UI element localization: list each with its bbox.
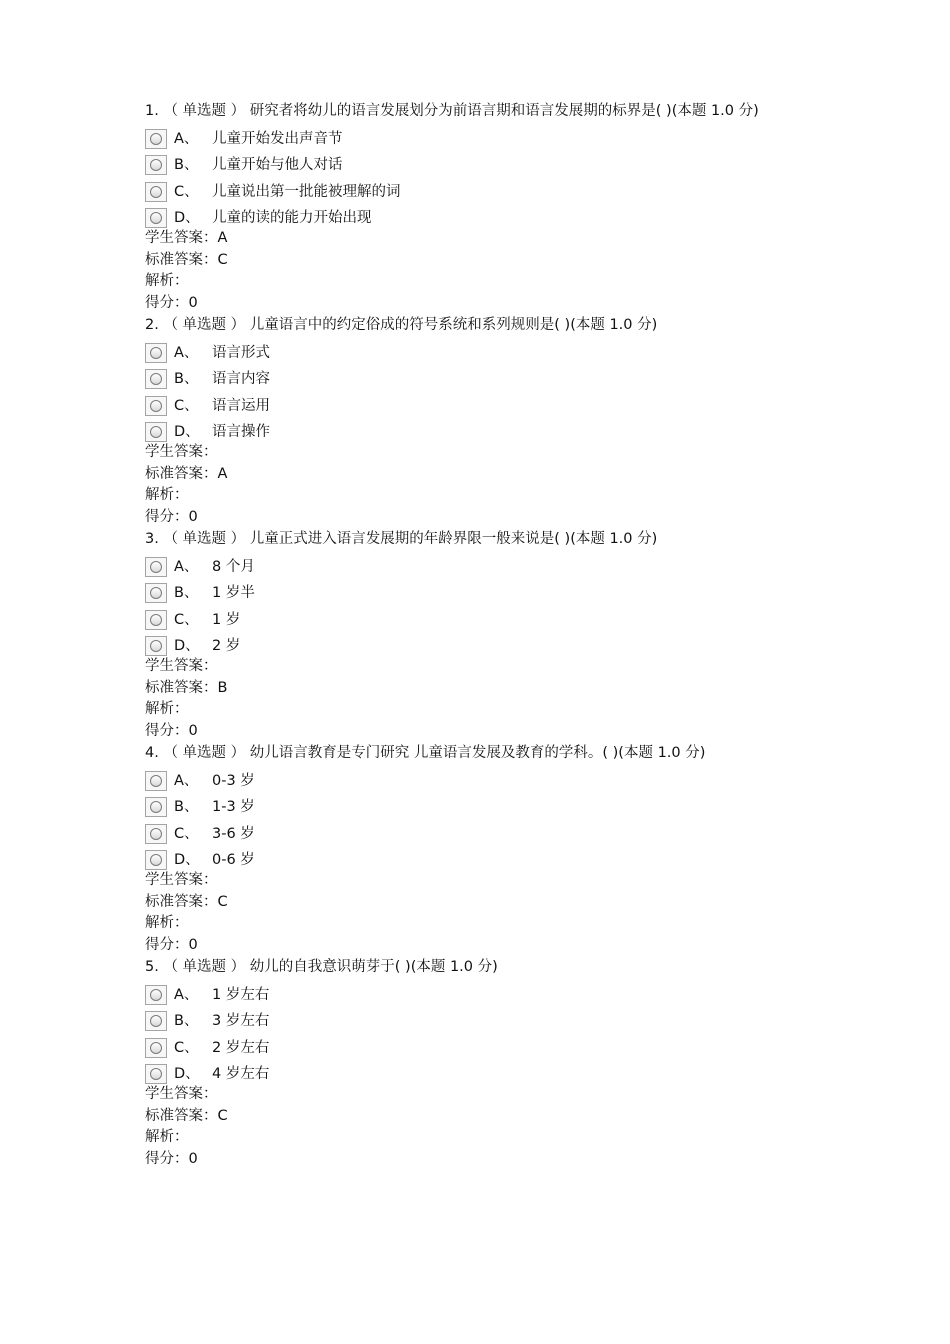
option-text: 1-3 岁 <box>212 799 255 815</box>
option-list <box>145 336 825 442</box>
score: 得分：0 <box>145 508 198 525</box>
option-row-c[interactable] <box>145 175 825 202</box>
option-letter: C、 <box>174 611 199 628</box>
score: 得分：0 <box>145 1150 198 1167</box>
student-answer: 学生答案： <box>145 872 218 888</box>
radio-button-icon[interactable] <box>145 343 167 363</box>
option-list <box>145 764 825 870</box>
score: 得分：0 <box>145 936 198 953</box>
student-answer: 学生答案： <box>145 658 218 674</box>
option-letter: D、 <box>174 638 200 654</box>
standard-answer: 标准答案：C <box>145 251 228 268</box>
option-row-a[interactable] <box>145 764 825 791</box>
option-text: 1 岁左右 <box>212 986 270 1003</box>
exam-document <box>145 100 825 1170</box>
option-text: 儿童的读的能力开始出现 <box>212 210 372 226</box>
radio-button-icon[interactable] <box>145 1064 167 1084</box>
option-row-b[interactable] <box>145 791 825 818</box>
option-text: 2 岁左右 <box>212 1039 270 1056</box>
option-text: 1 岁 <box>212 611 241 628</box>
option-list <box>145 978 825 1084</box>
question-stem: 1. （ 单选题 ） 研究者将幼儿的语言发展划分为前语言期和语言发展期的标界是( )(本题 1.0 分) <box>145 103 759 119</box>
question-stem: 5. （ 单选题 ） 幼儿的自我意识萌芽于( )(本题 1.0 分) <box>145 959 498 975</box>
analysis-label: 解析： <box>145 701 189 717</box>
option-row-c[interactable] <box>145 389 825 416</box>
option-letter: D、 <box>174 1066 200 1082</box>
radio-button-icon[interactable] <box>145 1038 167 1058</box>
radio-button-icon[interactable] <box>145 985 167 1005</box>
radio-button-icon[interactable] <box>145 636 167 656</box>
option-row-c[interactable] <box>145 1031 825 1058</box>
option-letter: D、 <box>174 852 200 868</box>
question-stem: 4. （ 单选题 ） 幼儿语言教育是专门研究 儿童语言发展及教育的学科。( )(本题 1.0 分) <box>145 745 706 761</box>
option-text: 2 岁 <box>212 638 241 654</box>
option-letter: B、 <box>174 1013 199 1029</box>
score: 得分：0 <box>145 294 198 311</box>
analysis-label: 解析： <box>145 915 189 931</box>
option-letter: C、 <box>174 397 199 414</box>
option-text: 语言形式 <box>212 344 270 361</box>
question-block-5 <box>145 956 825 1170</box>
option-letter: B、 <box>174 371 199 387</box>
student-answer: 学生答案： <box>145 444 218 460</box>
option-row-b[interactable] <box>145 149 825 176</box>
radio-button-icon[interactable] <box>145 557 167 577</box>
option-row-a[interactable] <box>145 550 825 577</box>
option-letter: C、 <box>174 825 199 842</box>
option-row-d[interactable] <box>145 202 825 229</box>
analysis-label: 解析： <box>145 1129 189 1145</box>
question-stem: 3. （ 单选题 ） 儿童正式进入语言发展期的年龄界限一般来说是( )(本题 1.0 分) <box>145 531 658 547</box>
radio-button-icon[interactable] <box>145 396 167 416</box>
option-text: 语言运用 <box>212 397 270 414</box>
option-letter: C、 <box>174 183 199 200</box>
option-row-b[interactable] <box>145 577 825 604</box>
question-block-1 <box>145 100 825 314</box>
option-letter: A、 <box>174 344 199 361</box>
radio-button-icon[interactable] <box>145 610 167 630</box>
standard-answer: 标准答案：B <box>145 679 228 696</box>
option-letter: A、 <box>174 986 199 1003</box>
standard-answer: 标准答案：A <box>145 465 228 482</box>
option-letter: B、 <box>174 157 199 173</box>
option-letter: B、 <box>174 585 199 601</box>
option-text: 3-6 岁 <box>212 825 255 842</box>
question-block-4 <box>145 742 825 956</box>
option-text: 3 岁左右 <box>212 1013 270 1029</box>
option-row-d[interactable] <box>145 844 825 871</box>
option-text: 儿童说出第一批能被理解的词 <box>212 183 401 200</box>
radio-button-icon[interactable] <box>145 208 167 228</box>
analysis-label: 解析： <box>145 487 189 503</box>
radio-button-icon[interactable] <box>145 1011 167 1031</box>
option-row-b[interactable] <box>145 363 825 390</box>
option-text: 语言操作 <box>212 424 270 440</box>
radio-button-icon[interactable] <box>145 850 167 870</box>
standard-answer: 标准答案：C <box>145 1107 228 1124</box>
option-text: 0-3 岁 <box>212 772 255 789</box>
radio-button-icon[interactable] <box>145 369 167 389</box>
option-text: 8 个月 <box>212 558 255 575</box>
option-row-a[interactable] <box>145 122 825 149</box>
option-row-d[interactable] <box>145 416 825 443</box>
radio-button-icon[interactable] <box>145 771 167 791</box>
option-row-b[interactable] <box>145 1005 825 1032</box>
option-letter: D、 <box>174 424 200 440</box>
radio-button-icon[interactable] <box>145 155 167 175</box>
option-row-a[interactable] <box>145 978 825 1005</box>
score: 得分：0 <box>145 722 198 739</box>
option-list <box>145 550 825 656</box>
option-text: 4 岁左右 <box>212 1066 270 1082</box>
option-list <box>145 122 825 228</box>
radio-button-icon[interactable] <box>145 824 167 844</box>
option-row-c[interactable] <box>145 817 825 844</box>
radio-button-icon[interactable] <box>145 797 167 817</box>
student-answer: 学生答案： <box>145 1086 218 1102</box>
option-text: 语言内容 <box>212 371 270 387</box>
option-letter: C、 <box>174 1039 199 1056</box>
radio-button-icon[interactable] <box>145 182 167 202</box>
option-text: 儿童开始发出声音节 <box>212 130 343 147</box>
standard-answer: 标准答案：C <box>145 893 228 910</box>
option-letter: A、 <box>174 130 199 147</box>
question-block-3 <box>145 528 825 742</box>
question-block-2 <box>145 314 825 528</box>
option-row-d[interactable] <box>145 1058 825 1085</box>
option-letter: B、 <box>174 799 199 815</box>
option-letter: A、 <box>174 772 199 789</box>
option-row-a[interactable] <box>145 336 825 363</box>
radio-button-icon[interactable] <box>145 422 167 442</box>
option-text: 儿童开始与他人对话 <box>212 157 343 173</box>
option-text: 1 岁半 <box>212 585 255 601</box>
question-stem: 2. （ 单选题 ） 儿童语言中的约定俗成的符号系统和系列规则是( )(本题 1.0 分) <box>145 317 658 333</box>
radio-button-icon[interactable] <box>145 583 167 603</box>
analysis-label: 解析： <box>145 273 189 289</box>
option-row-d[interactable] <box>145 630 825 657</box>
radio-button-icon[interactable] <box>145 129 167 149</box>
student-answer: 学生答案：A <box>145 230 228 246</box>
option-text: 0-6 岁 <box>212 852 255 868</box>
option-row-c[interactable] <box>145 603 825 630</box>
option-letter: A、 <box>174 558 199 575</box>
option-letter: D、 <box>174 210 200 226</box>
